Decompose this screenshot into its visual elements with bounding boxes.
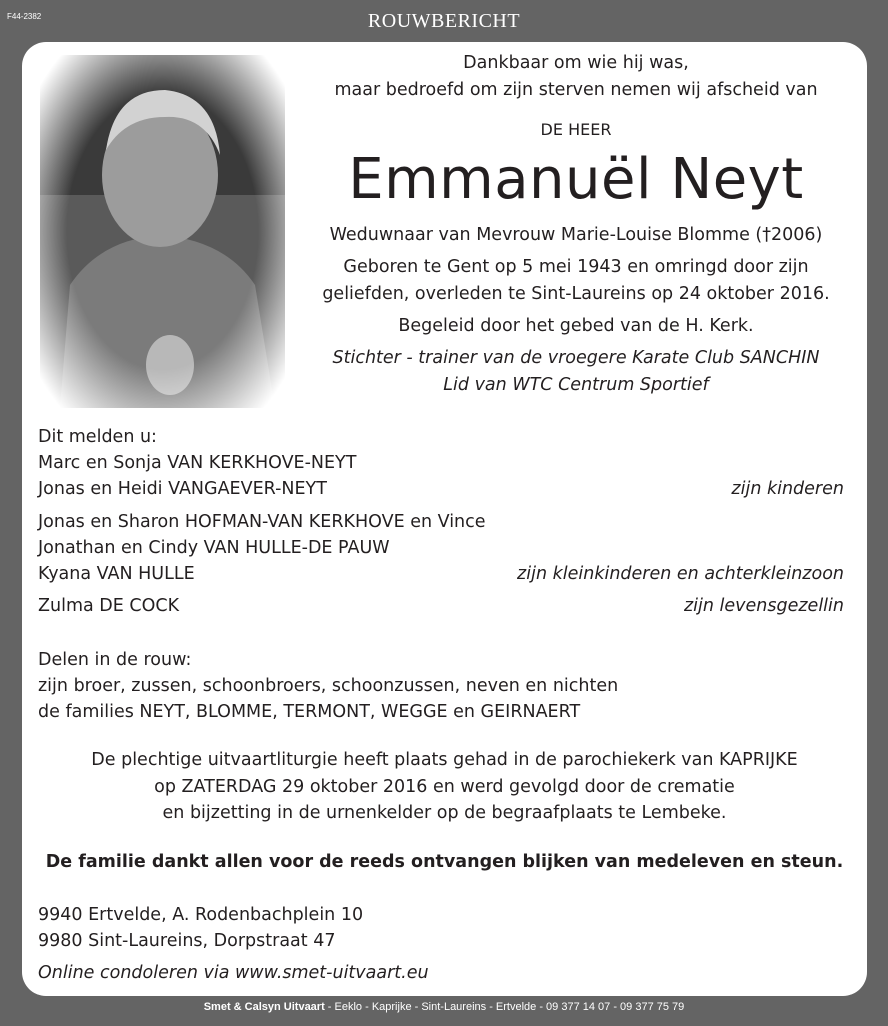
- child-name: Marc en Sonja VAN KERKHOVE-NEYT: [38, 453, 357, 473]
- biography: [296, 222, 856, 399]
- footer-details: - Eeklo - Kaprijke - Sint-Laureins - Ertvelde - 09 377 14 07 - 09 377 75 79: [324, 1001, 685, 1013]
- intro-text: [296, 50, 856, 104]
- intro-line: maar bedroefd om zijn sterven nemen wij afscheid van: [334, 80, 818, 100]
- children-role: zijn kinderen: [731, 479, 844, 499]
- address-line: 9940 Ertvelde, A. Rodenbachplein 10: [38, 905, 364, 925]
- header-title: ROUWBERICHT: [367, 10, 521, 32]
- addresses: [38, 902, 363, 954]
- condolence-link[interactable]: Online condoleren via www.smet-uitvaart.eu: [38, 963, 429, 983]
- mourning-line: Delen in de rouw:: [38, 650, 192, 670]
- grandchild-name: Jonas en Sharon HOFMAN-VAN KERKHOVE en Vince: [38, 512, 486, 532]
- funeral-line: De plechtige uitvaartliturgie heeft plaats gehad in de parochiekerk van KAPRIJKE: [91, 750, 798, 770]
- funeral-line: en bijzetting in de urnenkelder op de begraafplaats te Lembeke.: [162, 803, 727, 823]
- bio-italic-line: Lid van WTC Centrum Sportief: [443, 375, 709, 395]
- grandchild-name: Kyana VAN HULLE: [38, 564, 195, 584]
- partner-role: zijn levensgezellin: [683, 596, 844, 616]
- grandchild-name: Jonathan en Cindy VAN HULLE-DE PAUW: [38, 538, 390, 558]
- reference-code: F44-2382: [7, 12, 42, 21]
- portrait-photo: [40, 55, 285, 408]
- partner-entry: [38, 593, 844, 619]
- deceased-name: Emmanuël Neyt: [348, 147, 804, 212]
- grandchild-entry: [38, 561, 844, 587]
- child-entry: [38, 450, 844, 476]
- bio-italic-line: Stichter - trainer van de vroegere Karate Club SANCHIN: [332, 348, 820, 368]
- bio-line: Geboren te Gent op 5 mei 1943 en omringd door zijn: [343, 257, 809, 277]
- thanks-message: De familie dankt allen voor de reeds ontvangen blijken van medeleven en steun.: [45, 852, 844, 872]
- funeral-info: [22, 747, 867, 827]
- mourning-section: [38, 647, 618, 725]
- bio-line: geliefden, overleden te Sint-Laureins op 24 oktober 2016.: [322, 284, 830, 304]
- grandchild-entry: [38, 509, 844, 535]
- child-entry: [38, 476, 844, 502]
- mourning-line: zijn broer, zussen, schoonbroers, schoonzussen, neven en nichten: [38, 676, 619, 696]
- mourning-line: de families NEYT, BLOMME, TERMONT, WEGGE en GEIRNAERT: [38, 702, 581, 722]
- bio-line: Weduwnaar van Mevrouw Marie-Louise Blomme (†2006): [329, 225, 823, 245]
- footer-company: Smet & Calsyn Uitvaart: [203, 1001, 325, 1013]
- funeral-line: op ZATERDAG 29 oktober 2016 en werd gevolgd door de crematie: [154, 776, 735, 797]
- address-line: 9980 Sint-Laureins, Dorpstraat 47: [38, 931, 336, 951]
- title-prefix: DE HEER: [540, 120, 612, 139]
- footer: [0, 996, 888, 1018]
- bio-line: Begeleid door het gebed van de H. Kerk.: [398, 316, 754, 336]
- partner-name: Zulma DE COCK: [38, 596, 180, 616]
- child-name: Jonas en Heidi VANGAEVER-NEYT: [38, 479, 327, 499]
- grandchild-entry: [38, 535, 844, 561]
- intro-line: Dankbaar om wie hij was,: [463, 53, 689, 73]
- grandchildren-role: zijn kleinkinderen en achterkleinzoon: [517, 564, 844, 584]
- announce-label: Dit melden u:: [38, 427, 157, 447]
